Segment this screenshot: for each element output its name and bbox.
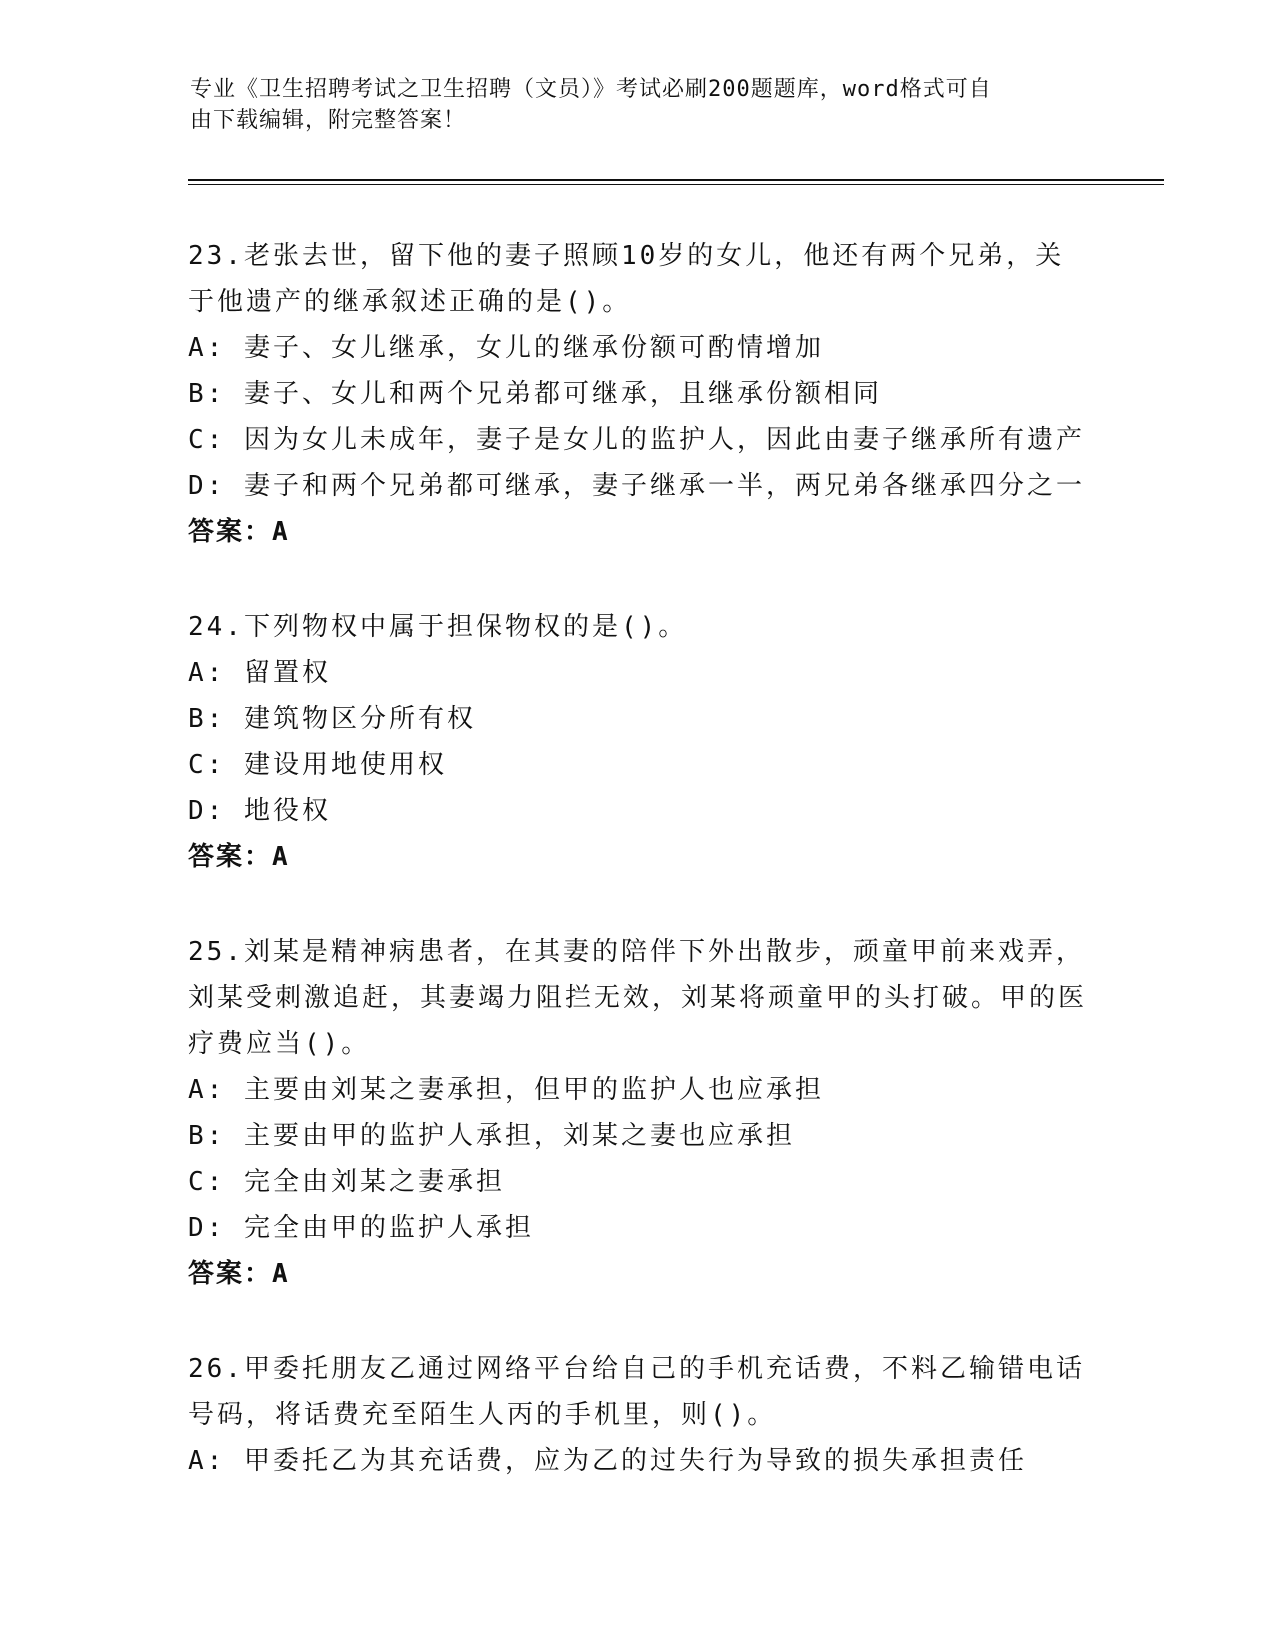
question-text: 23.老张去世，留下他的妻子照顾10岁的女儿，他还有两个兄弟，关于他遗产的继承叙述正确的是()。 [188, 241, 1065, 317]
option-d: D: 地役权 [188, 796, 331, 826]
answer-line: 答案：A [188, 517, 290, 547]
option-b: B: 主要由甲的监护人承担，刘某之妻也应承担 [188, 1121, 795, 1151]
header-divider-thin [188, 184, 1164, 185]
header-line-2: 由下载编辑，附完整答案！ [190, 108, 467, 133]
option-c: C: 建设用地使用权 [188, 750, 447, 780]
option-c: C: 因为女儿未成年，妻子是女儿的监护人，因此由妻子继承所有遗产 [188, 425, 1085, 455]
question-26 [188, 1346, 1088, 1484]
document-header [190, 74, 1070, 136]
question-list [188, 233, 1088, 1533]
option-b: B: 妻子、女儿和两个兄弟都可继承，且继承份额相同 [188, 379, 882, 409]
question-text: 25.刘某是精神病患者，在其妻的陪伴下外出散步，顽童甲前来戏弄，刘某受刺激追赶，其妻竭力阻拦无效，刘某将顽童甲的头打破。甲的医疗费应当()。 [188, 937, 1088, 1059]
question-text: 26.甲委托朋友乙通过网络平台给自己的手机充话费，不料乙输错电话号码，将话费充至陌生人丙的手机里，则()。 [188, 1354, 1085, 1430]
option-a: A: 主要由刘某之妻承担，但甲的监护人也应承担 [188, 1075, 824, 1105]
option-a: A: 留置权 [188, 658, 331, 688]
answer-line: 答案：A [188, 842, 290, 872]
header-line-1: 专业《卫生招聘考试之卫生招聘（文员）》考试必刷200题题库，word格式可自 [190, 77, 992, 102]
option-d: D: 妻子和两个兄弟都可继承，妻子继承一半，两兄弟各继承四分之一 [188, 471, 1085, 501]
question-25 [188, 929, 1088, 1297]
option-b: B: 建筑物区分所有权 [188, 704, 476, 734]
option-c: C: 完全由刘某之妻承担 [188, 1167, 505, 1197]
option-a: A: 甲委托乙为其充话费，应为乙的过失行为导致的损失承担责任 [188, 1446, 1027, 1476]
question-23 [188, 233, 1088, 555]
option-d: D: 完全由甲的监护人承担 [188, 1213, 534, 1243]
question-text: 24.下列物权中属于担保物权的是()。 [188, 612, 688, 642]
option-a: A: 妻子、女儿继承，女儿的继承份额可酌情增加 [188, 333, 824, 363]
answer-line: 答案：A [188, 1259, 290, 1289]
question-24 [188, 604, 1088, 880]
header-divider-thick [188, 179, 1164, 181]
